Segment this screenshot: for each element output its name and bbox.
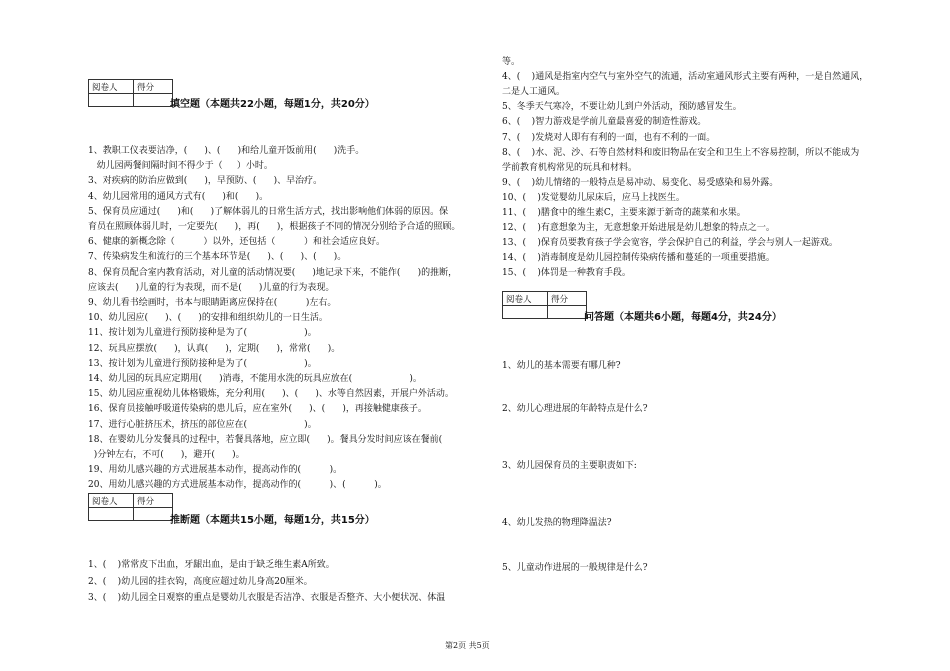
fill-question: 5、保育员应通过( )和( )了解体弱儿的日常生活方式，找出影响他们体弱的原因。保 (88, 206, 449, 217)
score-box-judge (88, 493, 173, 521)
fill-question: 8、保育员配合室内教育活动，对儿童的活动情况要( )地记录下来，不能作( )的推断， (88, 267, 458, 278)
score-label: 得分 (548, 292, 587, 306)
qa-section-title: 问答题（本题共6小题，每题4分，共24分） (584, 312, 782, 323)
fill-question: 15、幼儿园应重视幼儿体格锻炼，充分利用( )、( )、水等自然因素，开展户外活动。 (88, 389, 454, 400)
judge-question: 14、( )消毒制度是幼儿园控制传染病传播和蔓延的一项重要措施。 (502, 253, 775, 264)
reviewer-label: 阅卷人 (503, 292, 548, 306)
judge-section-title: 推断题（本题共15小题，每题1分，共15分） (170, 515, 375, 526)
fill-question: 4、幼儿园常用的通风方式有( )和( )。 (88, 191, 269, 202)
judge-question: 6、( )智力游戏是学前儿童最喜爱的制造性游戏。 (502, 117, 707, 128)
qa-question: 5、儿童动作进展的一般规律是什么? (502, 563, 648, 573)
judge-question: 12、( )有意想象为主，无意想象开始进展是幼儿想象的特点之一。 (502, 223, 775, 234)
fill-section-title: 填空题（本题共22小题，每题1分，共20分） (170, 99, 375, 110)
fill-question: 12、玩具应摆放( )，认真( )，定期( )，常常( )。 (88, 343, 341, 354)
judge-question: 9、( )幼儿情绪的一般特点是易冲动、易变化、易受感染和易外露。 (502, 177, 779, 188)
fill-question: 10、幼儿园应( )、( )的安排和组织幼儿的一日生活。 (88, 313, 328, 324)
fill-question: 17、进行心脏挤压术，挤压的部位应在( )。 (88, 419, 317, 430)
judge-question: 3、( )幼儿园全日观察的重点是婴幼儿衣服是否洁净、衣服是否整齐、大小便状况、体温 (88, 593, 446, 603)
score-cell[interactable] (548, 306, 587, 319)
judge-question: 8、( )水、泥、沙、石等自然材料和废旧物品在安全和卫生上不容易控制，所以不能成为 (502, 147, 860, 158)
judge-question: 11、( )膳食中的维生素C，主要来源于新奇的蔬菜和水果。 (502, 208, 746, 218)
fill-question: )分钟左右，不可( )，避开( )。 (88, 450, 245, 460)
reviewer-cell[interactable] (89, 508, 134, 521)
judge-question: 5、冬季天气寒冷，不要让幼儿到户外活动，预防感冒发生。 (502, 102, 742, 113)
judge-question: 1、( )常常皮下出血，牙龈出血，是由于缺乏维生素A所致。 (88, 560, 335, 570)
fill-question: 11、按计划为儿童进行预防接种是为了( )。 (88, 328, 317, 339)
judge-question: 等。 (502, 57, 521, 67)
qa-question: 2、幼儿心理进展的年龄特点是什么? (502, 404, 648, 414)
qa-question: 1、幼儿的基本需要有哪几种? (502, 361, 621, 371)
judge-question: 4、( )通风是指室内空气与室外空气的流通，活动室通风形式主要有两种，一是自然通风， (502, 72, 869, 83)
fill-question: 9、幼儿看书绘画时，书本与眼睛距离应保持在( )左右。 (88, 298, 337, 308)
page-footer: 第2页 共5页 (445, 641, 490, 650)
fill-question: 14、幼儿园的玩具应定期用( )消毒，不能用水洗的玩具应放在( )。 (88, 374, 422, 384)
fill-question: 20、用幼儿感兴趣的方式进展基本动作，提高动作的( )、( )。 (88, 480, 387, 491)
fill-question: 18、在婴幼儿分发餐具的过程中，若餐具落地，应立即( )。餐具分发时间应该在餐前( (88, 434, 443, 445)
reviewer-cell[interactable] (89, 94, 134, 107)
qa-question: 3、幼儿园保育员的主要职责如下: (502, 461, 637, 471)
score-label: 得分 (134, 494, 173, 508)
fill-question: 1、教职工仪表要洁净，( )、( )和给儿童开饭前用( )洗手。 (88, 146, 365, 156)
reviewer-cell[interactable] (503, 306, 548, 319)
fill-question: 19、用幼儿感兴趣的方式进展基本动作，提高动作的( )。 (88, 465, 343, 476)
judge-question: 7、( )发烧对人即有有利的一面，也有不利的一面。 (502, 132, 716, 143)
judge-question: 二是人工通风。 (502, 87, 566, 98)
score-box-fill (88, 79, 173, 107)
reviewer-label: 阅卷人 (89, 494, 134, 508)
judge-question: 2、( )幼儿园的挂衣钩，高度应超过幼儿身高20厘米。 (88, 576, 313, 587)
judge-question: 10、( )发觉婴幼儿尿床后，应马上找医生。 (502, 192, 685, 203)
fill-question: 育员在照顾体弱儿时，一定要先( )，再( )，根据孩子不同的情况分别给予合适的照顾。 (88, 222, 461, 232)
fill-question: 16、保育员接触呼吸道传染病的患儿后，应在室外( )、( )，再接触健康孩子。 (88, 404, 427, 415)
score-box-qa (502, 291, 587, 319)
score-cell[interactable] (134, 508, 173, 521)
fill-question: 3、对疾病的防治应做到( )，早预防、( )、早治疗。 (88, 176, 323, 187)
reviewer-label: 阅卷人 (89, 80, 134, 94)
score-cell[interactable] (134, 94, 173, 107)
score-label: 得分 (134, 80, 173, 94)
judge-question: 13、( )保育员要教育孩子学会宽容，学会保护自己的利益，学会与别人一起游戏。 (502, 238, 838, 249)
fill-question: 13、按计划为儿童进行预防接种是为了( )。 (88, 358, 317, 369)
fill-question: 应该去( )儿童的行为表现，而不是( )儿童的行为表现。 (88, 282, 335, 293)
judge-question: 15、( )体罚是一种教育手段。 (502, 268, 631, 279)
fill-question: 幼儿园两餐间隔时间不得少于（ ）小时。 (88, 161, 273, 172)
judge-question: 学前教育机构常见的玩具和材料。 (502, 162, 638, 173)
fill-question: 7、传染病发生和流行的三个基本环节是( )、( )、( )。 (88, 252, 347, 263)
fill-question: 6、健康的新概念除（ ）以外，还包括（ ）和社会适应良好。 (88, 237, 385, 248)
qa-question: 4、幼儿发热的物理降温法? (502, 518, 612, 528)
